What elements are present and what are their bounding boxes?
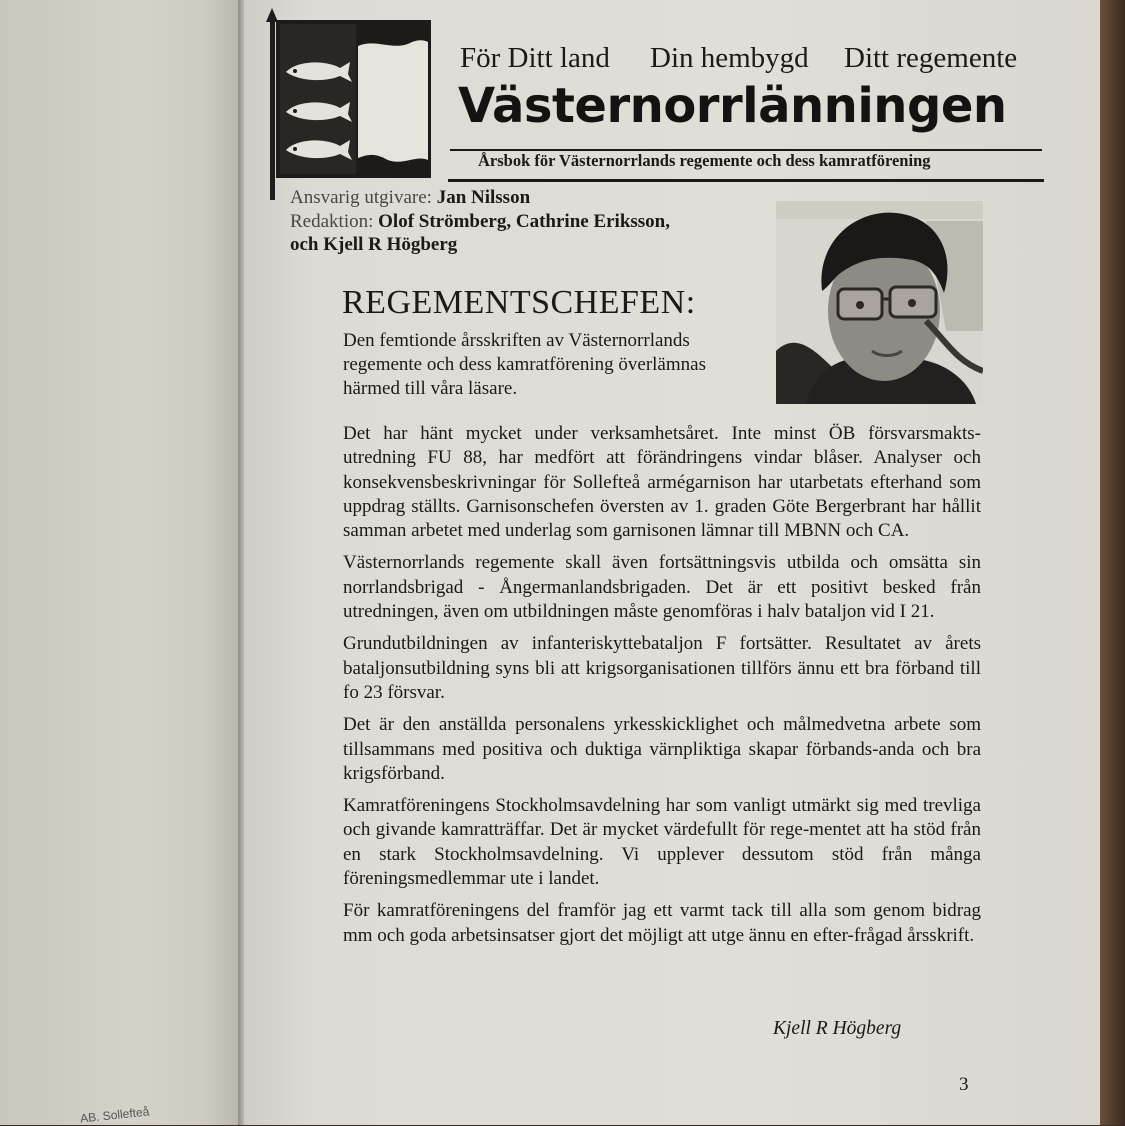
publisher-label: Ansvarig utgivare: [290, 187, 432, 208]
page-number: 3 [959, 1074, 969, 1095]
article-intro: Den femtionde årsskriften av Västernorrlands regemente och dess kamratförening överlämnas härmed till våra läsare. [343, 330, 706, 399]
article-paragraph: Västernorrlands regemente skall även fortsättningsvis utbilda och omsätta sin norrlandsbrigad - Ångermanlandsbrigaden. Det är ett positivt besked från utredningen, även om utbildningen måste genomföras i halv bataljon vid I 21. [343, 552, 981, 623]
article-paragraph: Det har hänt mycket under verksamhetsåret. Inte minst ÖB försvarsmakts-utredning FU 88, har medfört att förändringens vindar blåser. Analyser och konsekvensbeskrivningar för Sollefteå armégarnison har utarbetats efterhand som uppdrag ställts. Garnisonschefen översten av 1. graden Göte Bergerbrant har hållit samman arbetet med underlag som garnisonen lämnar till MBNN och CA. [343, 423, 981, 542]
regiment-commander-portrait [776, 201, 983, 404]
regiment-flag-icon [276, 20, 436, 180]
editors-line-2 [290, 233, 670, 257]
article-heading: REGEMENTSCHEFEN: [342, 284, 696, 321]
motto-hembygd: Din hembygd [650, 42, 809, 74]
article-paragraph: Kamratföreningens Stockholmsavdelning har som vanligt utmärkt sig med trevliga och givande kamratträffar. Det är mycket värdefullt för rege-mentet att ha stöd från en stark Stockholmsavdelning. Vi upplever dessutom stöd från många föreningsmedlemmar ute i landet. [343, 795, 981, 890]
article-paragraph: Grundutbildningen av infanteriskyttebataljon F fortsätter. Resultatet av årets bataljonsutbildning syns bli att krigsorganisationen tillförs ännu ett bra förband till fo 23 försvar. [343, 633, 981, 703]
motto-land: För Ditt land [460, 42, 610, 74]
flag-pole [270, 14, 275, 200]
publisher-line [290, 186, 670, 210]
article-paragraph: Det är den anställda personalens yrkesskicklighet och målmedvetna arbete som tillsammans med positiva och duktiga värnpliktiga skapar förbands-anda och bra krigsförband. [343, 714, 981, 784]
editors-line [290, 210, 670, 234]
editors-label: Redaktion: [290, 210, 374, 232]
motto-regemente: Ditt regemente [844, 42, 1018, 74]
editors-names-cont: och Kjell R Högberg [290, 234, 458, 255]
masthead-rule-bottom [448, 179, 1044, 182]
credits [290, 186, 670, 257]
left-page [0, 0, 240, 1125]
article-paragraph: För kamratföreningens del framför jag ett varmt tack till alla som genom bidrag mm och goda arbetsinsatser gjort det möjligt att utge ännu en efter-frågad årsskrift. [343, 900, 981, 946]
masthead-subtitle: Årsbok för Västernorrlands regemente och dess kamratförening [478, 151, 931, 170]
article-signature: Kjell R Högberg [773, 1018, 902, 1039]
editors-names: Olof Strömberg, Cathrine Eriksson, [378, 210, 670, 232]
masthead-title: Västernorrlänningen [458, 78, 1007, 134]
publisher-name: Jan Nilsson [436, 187, 531, 208]
table-edge [1100, 0, 1125, 1125]
left-page-footer: AB. Sollefteå [79, 1104, 150, 1126]
article-body [343, 422, 981, 956]
